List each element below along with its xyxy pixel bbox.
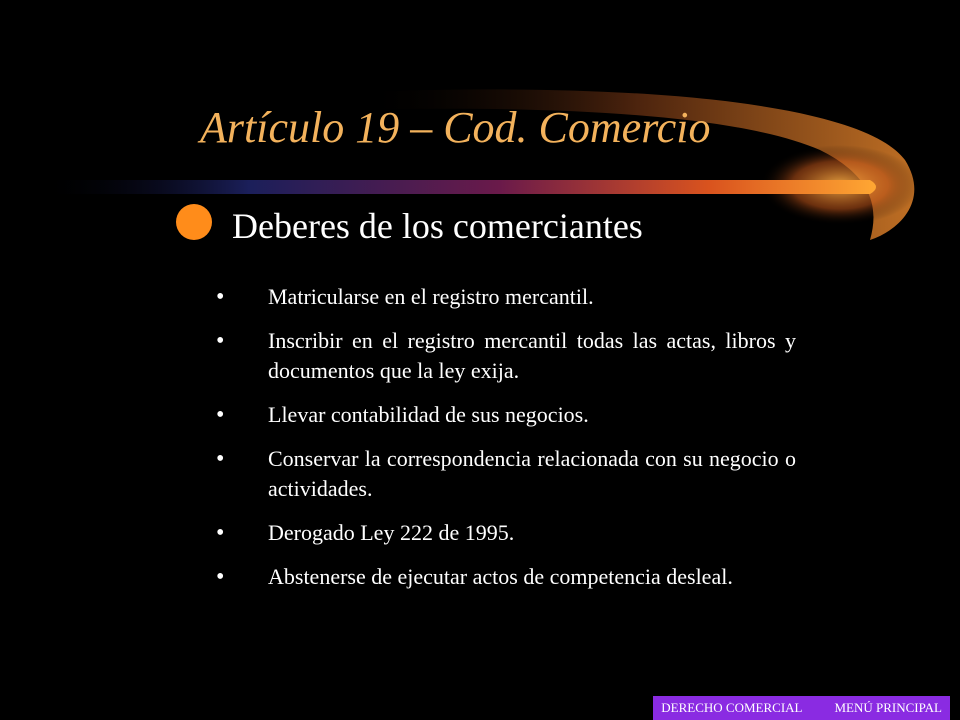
slide-title: Artículo 19 – Cod. Comercio [200, 103, 711, 152]
list-item-text: Inscribir en el registro mercantil todas las actas, libros y documentos que la ley exija. [268, 328, 796, 383]
orange-bullet-icon [176, 204, 212, 240]
list-item [216, 400, 796, 430]
bullet-icon: • [216, 520, 225, 546]
bullet-icon: • [216, 564, 225, 590]
list-item-text: Abstenerse de ejecutar actos de competencia desleal. [268, 564, 733, 589]
list-item [216, 518, 796, 548]
bullet-icon: • [216, 446, 225, 472]
list-item [216, 444, 796, 504]
bullet-icon: • [216, 328, 225, 354]
list-item-text: Llevar contabilidad de sus negocios. [268, 402, 589, 427]
list-item [216, 562, 796, 592]
menu-principal-link[interactable]: MENÚ PRINCIPAL [834, 700, 942, 715]
subheading [176, 198, 643, 254]
subheading-text: Deberes de los comerciantes [232, 206, 643, 246]
bullet-icon: • [216, 284, 225, 310]
list-item [216, 326, 796, 386]
derecho-comercial-link[interactable]: DERECHO COMERCIAL [661, 700, 803, 715]
list-item-text: Matricularse en el registro mercantil. [268, 284, 594, 309]
bullet-icon: • [216, 402, 225, 428]
footer-nav [653, 696, 950, 720]
list-item [216, 282, 796, 312]
list-item-text: Conservar la correspondencia relacionada con su negocio o actividades. [268, 446, 796, 501]
list-item-text: Derogado Ley 222 de 1995. [268, 520, 515, 545]
duties-list [216, 282, 796, 606]
